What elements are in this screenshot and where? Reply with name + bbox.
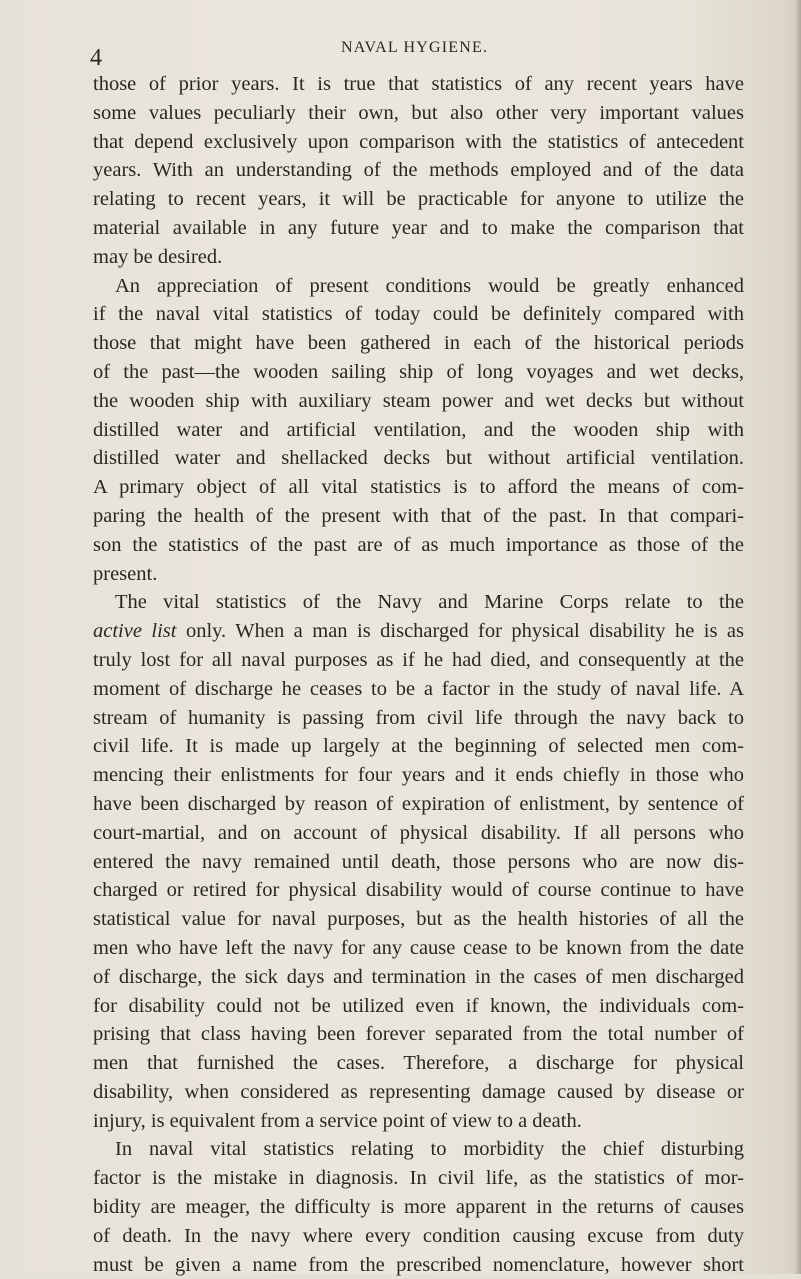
- paragraph-first-line: An appreciation of present conditions would be greatly enhanced: [115, 274, 744, 297]
- text-line: bidity are meager, the difficulty is more apparent in the returns of causes: [93, 1196, 744, 1219]
- page-edge-shadow: [795, 0, 801, 1274]
- paragraph-first-line: The vital statistics of the Navy and Marine Corps relate to the: [115, 591, 744, 614]
- text-line: those of prior years. It is true that statistics of any recent years have: [93, 73, 744, 95]
- text-line: moment of discharge he ceases to be a factor in the study of naval life. A: [93, 677, 744, 700]
- text-line: paring the health of the present with that of the past. In that compari-: [93, 504, 744, 527]
- text-line: men who have left the navy for any cause cease to be known from the date: [93, 936, 744, 959]
- text-line: A primary object of all vital statistics is to afford the means of com-: [93, 476, 744, 499]
- running-title: NAVAL HYGIENE.: [341, 39, 489, 56]
- italic-term: active list: [93, 620, 177, 643]
- text-line: have been discharged by reason of expiration of enlistment, by sentence of: [93, 792, 744, 815]
- text-line: distilled water and artificial ventilation, and the wooden ship with: [93, 418, 744, 441]
- text-line: court-martial, and on account of physical disability. If all persons who: [93, 821, 744, 844]
- text-line: if the naval vital statistics of today could be definitely compared with: [93, 303, 744, 326]
- text-line: those that might have been gathered in each of the historical periods: [93, 332, 744, 355]
- text-line: the wooden ship with auxiliary steam power and wet decks but without: [93, 389, 744, 412]
- text-fragment: only. When a man is discharged for physical disability he is as: [185, 620, 744, 643]
- paragraph-first-line: In naval vital statistics relating to morbidity the chief disturbing: [115, 1138, 744, 1161]
- text-line: of the past—the wooden sailing ship of long voyages and wet decks,: [93, 360, 744, 383]
- text-line: injury, is equivalent from a service point of view to a death.: [93, 1109, 582, 1132]
- body-text: [93, 70, 744, 1279]
- text-line: for disability could not be utilized even if known, the individuals com-: [93, 994, 744, 1017]
- text-line: truly lost for all naval purposes as if he had died, and consequently at the: [93, 648, 744, 671]
- text-line: may be desired.: [93, 245, 223, 268]
- text-line-with-italic: [93, 617, 744, 646]
- text-line: mencing their enlistments for four years and it ends chiefly in those who: [93, 764, 744, 787]
- text-line: of death. In the navy where every condition causing excuse from duty: [93, 1224, 744, 1247]
- text-line: stream of humanity is passing from civil life through the navy back to: [93, 706, 744, 729]
- text-line: charged or retired for physical disability would of course continue to have: [93, 879, 744, 902]
- text-line: material available in any future year and to make the comparison that: [93, 216, 744, 239]
- text-line: entered the navy remained until death, those persons who are now dis-: [93, 850, 744, 873]
- text-line: son the statistics of the past are of as much importance as those of the: [93, 533, 744, 556]
- text-line: prising that class having been forever separated from the total number of: [93, 1023, 744, 1046]
- text-line: distilled water and shellacked decks but without artificial ventilation.: [93, 447, 744, 470]
- text-line: factor is the mistake in diagnosis. In civil life, as the statistics of mor-: [93, 1167, 744, 1190]
- text-line: relating to recent years, it will be practicable for anyone to utilize the: [93, 188, 744, 211]
- text-line: men that furnished the cases. Therefore, a discharge for physical: [93, 1052, 744, 1075]
- text-line: disability, when considered as representing damage caused by disease or: [93, 1080, 744, 1103]
- text-line: civil life. It is made up largely at the beginning of selected men com-: [93, 735, 744, 758]
- text-line: that depend exclusively upon comparison with the statistics of antecedent: [93, 130, 744, 153]
- text-line: years. With an understanding of the methods employed and of the data: [93, 159, 744, 182]
- page-number: 4: [90, 45, 102, 71]
- text-line: statistical value for naval purposes, but as the health histories of all the: [93, 908, 744, 931]
- text-line: of discharge, the sick days and termination in the cases of men discharged: [93, 965, 744, 988]
- text-line: must be given a name from the prescribed nomenclature, however short: [93, 1253, 744, 1276]
- text-line: present.: [93, 562, 158, 585]
- text-line: some values peculiarly their own, but also other very important values: [93, 101, 744, 124]
